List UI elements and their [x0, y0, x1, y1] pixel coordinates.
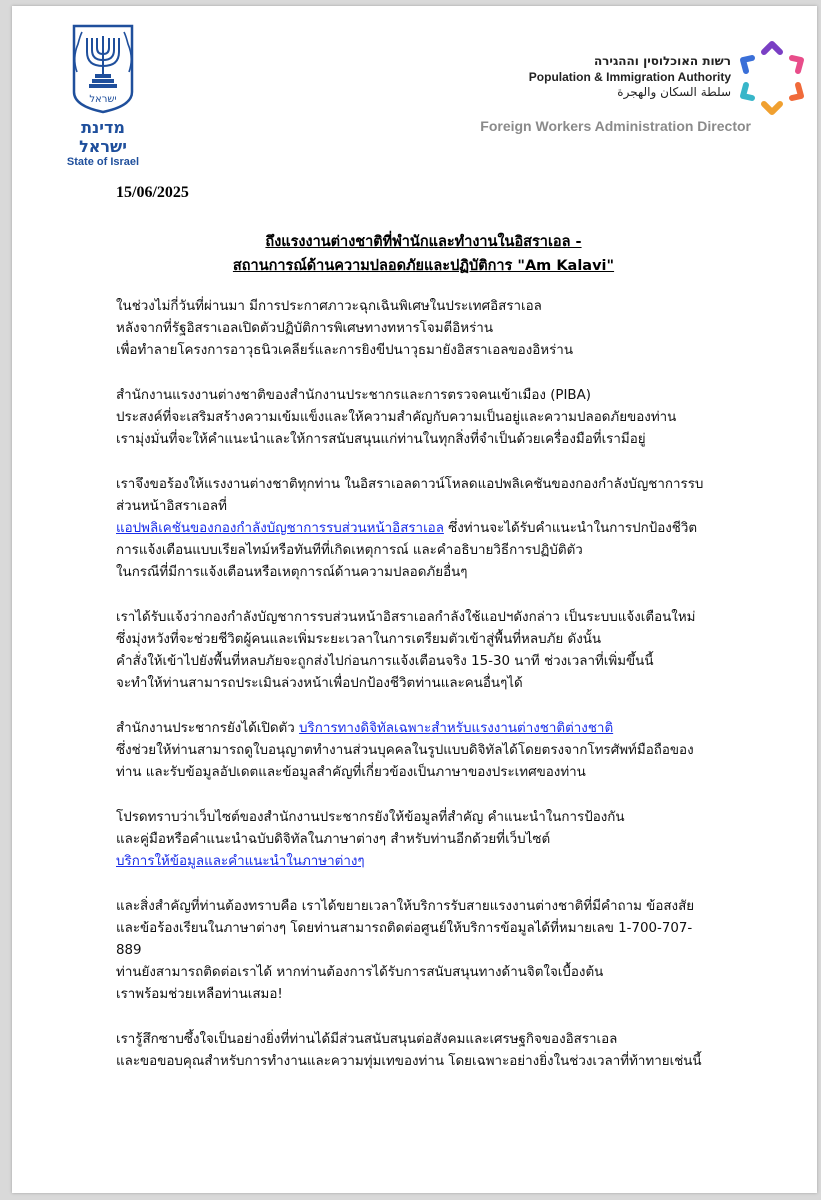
- language-info-link[interactable]: บริการให้ข้อมูลและคำแนะนำในภาษาต่างๆ: [116, 854, 365, 869]
- text-line: ท่าน และรับข้อมูลอัปเดตและข้อมูลสำคัญที่เกี่ยวข้องเป็นภาษาของประเทศของท่าน: [116, 765, 586, 780]
- department-title: Foreign Workers Administration Director: [480, 118, 751, 134]
- text-line: เราได้รับแจ้งว่ากองกำลังบัญชาการรบส่วนหน้าอิสราเอลกำลังใช้แอปฯดังกล่าว เป็นระบบแจ้งเตือนใหม่: [116, 610, 696, 625]
- text-line: 889: [116, 943, 142, 958]
- text-line: และคู่มือหรือคำแนะนำฉบับดิจิทัลในภาษาต่างๆ สำหรับท่านอีกด้วยที่เว็บไซต์: [116, 832, 551, 847]
- text-line: [116, 718, 766, 740]
- text-line: [116, 518, 766, 540]
- state-name-english: State of Israel: [66, 156, 140, 168]
- letter-page: [12, 6, 817, 1193]
- paragraph-6: [116, 807, 766, 873]
- authority-name-arabic: سلطة السكان والهجرة: [617, 85, 731, 99]
- text-segment: สำนักงานประชากรยังได้เปิดตัว: [116, 721, 300, 736]
- text-line: เพื่อทำลายโครงการอาวุธนิวเคลียร์และการยิงขีปนาวุธมายังอิสราเอลของอิหร่าน: [116, 343, 573, 358]
- text-line: และสิ่งสำคัญที่ท่านต้องทราบคือ เราได้ขยายเวลาให้บริการรับสายแรงงานต่างชาติที่มีคำถาม ข้อสงสัย: [116, 899, 695, 914]
- authority-name-block: [529, 54, 731, 99]
- paragraph-5: [116, 718, 766, 784]
- text-line: เรามุ่งมั่นที่จะให้คำแนะนำและให้การสนับสนุนแก่ท่านในทุกสิ่งที่จำเป็นด้วยเครื่องมือที่เรามีอยู่: [116, 432, 646, 447]
- authority-name-hebrew: רשות האוכלוסין וההגירה: [593, 54, 731, 68]
- text-line: ส่วนหน้าอิสราเอลที่: [116, 499, 227, 514]
- state-name-hebrew: מדינת ישראל: [79, 118, 127, 156]
- text-line: ซึ่งช่วยให้ท่านสามารถดูใบอนุญาตทำงานส่วนบุคคลในรูปแบบดิจิทัลได้โดยตรงจากโทรศัพท์มือถือของ: [116, 743, 694, 758]
- text-line: เรารู้สึกซาบซึ้งใจเป็นอย่างยิ่งที่ท่านได้มีส่วนสนับสนุนต่อสังคมและเศรษฐกิจของอิสราเอล: [116, 1032, 618, 1047]
- text-segment: ซึ่งท่านจะได้รับคำแนะนำในการปกป้องชีวิต: [443, 521, 698, 536]
- text-line: การแจ้งเตือนแบบเรียลไทม์หรือทันทีที่เกิดเหตุการณ์ และคำอธิบายวิธีการปฏิบัติตัว: [116, 543, 583, 558]
- paragraph-3: [116, 474, 766, 584]
- text-line: ประสงค์ที่จะเสริมสร้างความเข้มแข็งและให้ความสำคัญกับความเป็นอยู่และความปลอดภัยของท่าน: [116, 410, 677, 425]
- text-line: และข้อร้องเรียนในภาษาต่างๆ โดยท่านสามารถติดต่อศูนย์ให้บริการข้อมูลได้ที่หมายเลข 1-700-707-: [116, 921, 693, 936]
- text-line: คำสั่งให้เข้าไปยังพื้นที่หลบภัยจะถูกส่งไปก่อนการแจ้งเตือนจริง 15-30 นาที ช่วงเวลาที่เพิ่มขึ้นนี้: [116, 654, 654, 669]
- paragraph-8: [116, 1029, 766, 1073]
- digital-services-link[interactable]: บริการทางดิจิทัลเฉพาะสำหรับแรงงานต่างชาติต่างชาติ: [299, 721, 614, 736]
- home-front-command-app-link[interactable]: แอปพลิเคชันของกองกำลังบัญชาการรบส่วนหน้าอิสราเอล: [116, 521, 444, 536]
- text-line: [116, 851, 766, 873]
- text-line: โปรดทราบว่าเว็บไซต์ของสำนักงานประชากรยังให้ข้อมูลที่สำคัญ คำแนะนำในการป้องกัน: [116, 810, 625, 825]
- text-line: สำนักงานแรงงานต่างชาติของสำนักงานประชากรและการตรวจคนเข้าเมือง (PIBA): [116, 388, 592, 403]
- letter-date: 15/06/2025: [116, 184, 189, 201]
- text-line: ท่านยังสามารถติดต่อเราได้ หากท่านต้องการได้รับการสนับสนุนทางด้านจิตใจเบื้องต้น: [116, 965, 604, 980]
- text-line: และขอขอบคุณสำหรับการทำงานและความทุ่มเทของท่าน โดยเฉพาะอย่างยิ่งในช่วงเวลาที่ท้าทายเช่นนี้: [116, 1054, 702, 1069]
- authority-name-english: Population & Immigration Authority: [528, 70, 731, 84]
- text-line: เราพร้อมช่วยเหลือท่านเสมอ!: [116, 987, 283, 1002]
- paragraph-1: [116, 296, 766, 362]
- text-line: ซึ่งมุ่งหวังที่จะช่วยชีวิตผู้คนและเพิ่มระยะเวลาในการเตรียมตัวเข้าสู่พื้นที่หลบภัย ดังนั้น: [116, 632, 602, 647]
- text-line: จะทำให้ท่านสามารถประเมินล่วงหน้าเพื่อปกป้องชีวิตท่านและคนอื่นๆได้: [116, 676, 523, 691]
- emblem-inscription: ישראל: [89, 94, 117, 105]
- text-line: ในช่วงไม่กี่วันที่ผ่านมา มีการประกาศภาวะฉุกเฉินพิเศษในประเทศอิสราเอล: [116, 299, 542, 314]
- piba-logo-star-icon: [737, 40, 807, 116]
- menorah-emblem-icon: [68, 22, 138, 114]
- title-line-2: สถานการณ์ด้านความปลอดภัยและปฏิบัติการ "Am Kalavi": [232, 258, 615, 274]
- letter-body: [116, 296, 766, 1096]
- text-line: ในกรณีที่มีการแจ้งเตือนหรือเหตุการณ์ด้านความปลอดภัยอื่นๆ: [116, 565, 468, 580]
- paragraph-4: [116, 607, 766, 695]
- text-line: เราจึงขอร้องให้แรงงานต่างชาติทุกท่าน ในอิสราเอลดาวน์โหลดแอปพลิเคชันของกองกำลังบัญชาการรบ: [116, 477, 704, 492]
- state-emblem: [58, 22, 148, 168]
- paragraph-7: [116, 896, 766, 1006]
- paragraph-2: [116, 385, 766, 451]
- text-line: หลังจากที่รัฐอิสราเอลเปิดตัวปฏิบัติการพิเศษทางทหารโจมตีอิหร่าน: [116, 321, 493, 336]
- letter-title: [102, 230, 745, 278]
- title-line-1: ถึงแรงงานต่างชาติที่พำนักและทำงานในอิสราเอล -: [265, 234, 582, 250]
